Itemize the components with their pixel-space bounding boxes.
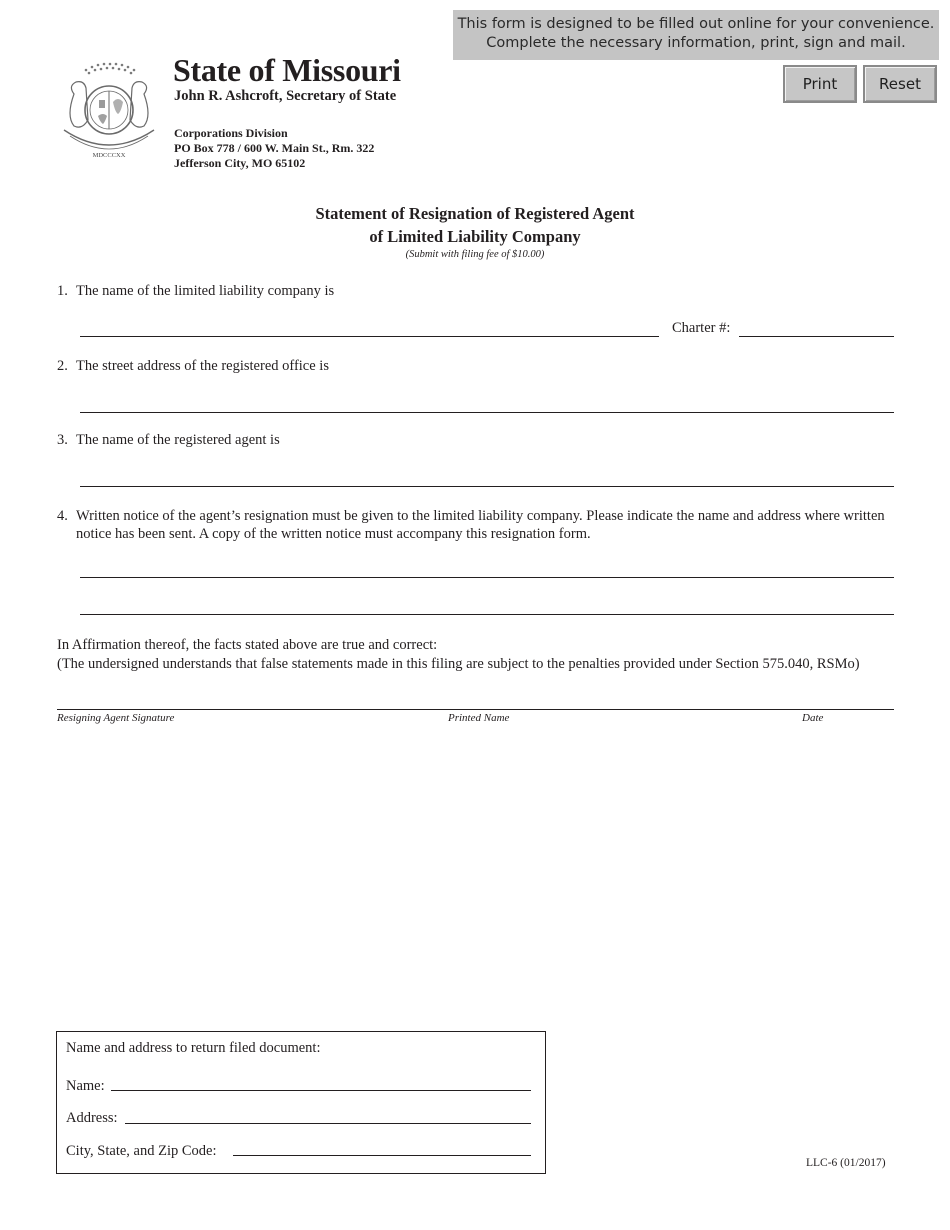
question-3-number: 3.	[57, 432, 68, 448]
notice-line-2: Complete the necessary information, print, sign and mail.	[486, 35, 906, 51]
question-2	[57, 358, 329, 375]
notice-recipient-field-line-1[interactable]	[80, 577, 894, 578]
po-box-address: PO Box 778 / 600 W. Main St., Rm. 322	[174, 141, 375, 155]
secretary-of-state: John R. Ashcroft, Secretary of State	[174, 88, 397, 104]
notice-line-1: This form is designed to be filled out online for your convenience.	[457, 16, 935, 32]
return-address-box	[56, 1031, 546, 1174]
affirmation-statement: In Affirmation thereof, the facts stated above are true and correct:	[57, 637, 438, 653]
return-city-state-zip-field[interactable]	[233, 1155, 531, 1156]
question-1	[57, 283, 334, 300]
online-form-notice	[453, 10, 939, 60]
penalty-statement: (The undersigned understands that false statements made in this filing are subject to the penalties provided under Section 575.040, RSMo)	[57, 656, 860, 672]
filing-fee-note: (Submit with filing fee of $10.00)	[405, 249, 545, 260]
return-name-field[interactable]	[111, 1090, 531, 1091]
return-box-heading: Name and address to return filed document:	[66, 1040, 321, 1056]
question-4-text: Written notice of the agent’s resignation must be given to the limited liability company. Please indicate the name and address where written notice has been sent. A copy of the written notice must accompany this resignation form.	[76, 508, 885, 542]
document-title-line-1: Statement of Resignation of Registered Agent	[315, 204, 635, 223]
division-name: Corporations Division	[174, 126, 288, 140]
return-name-label: Name:	[66, 1078, 105, 1094]
document-title-line-2: of Limited Liability Company	[369, 227, 581, 246]
question-1-text: The name of the limited liability company is	[76, 283, 335, 299]
print-button[interactable]: Print	[783, 65, 857, 103]
charter-number-label: Charter #:	[672, 320, 731, 336]
question-1-number: 1.	[57, 283, 68, 299]
date-label: Date	[802, 712, 824, 724]
question-3	[57, 432, 280, 449]
reset-button[interactable]: Reset	[863, 65, 937, 103]
llc-name-field[interactable]	[80, 336, 659, 337]
return-address-label: Address:	[66, 1110, 118, 1126]
question-2-text: The street address of the registered office is	[76, 358, 329, 374]
notice-recipient-field-line-2[interactable]	[80, 614, 894, 615]
return-address-field[interactable]	[125, 1123, 531, 1124]
registered-office-address-field[interactable]	[80, 412, 894, 413]
missouri-state-seal-icon	[58, 60, 160, 162]
signature-label: Resigning Agent Signature	[57, 712, 175, 724]
question-4	[57, 507, 897, 543]
question-2-number: 2.	[57, 358, 68, 374]
state-title: State of Missouri	[173, 52, 401, 88]
signature-line[interactable]	[57, 709, 894, 710]
form-number: LLC-6 (01/2017)	[806, 1157, 886, 1169]
question-4-number: 4.	[57, 508, 68, 524]
printed-name-label: Printed Name	[448, 712, 510, 724]
registered-agent-name-field[interactable]	[80, 486, 894, 487]
question-3-text: The name of the registered agent is	[76, 432, 280, 448]
charter-number-field[interactable]	[739, 336, 894, 337]
seal-year: MDCCCXX	[92, 152, 126, 159]
city-address: Jefferson City, MO 65102	[174, 156, 306, 170]
return-city-state-zip-label: City, State, and Zip Code:	[66, 1143, 217, 1159]
